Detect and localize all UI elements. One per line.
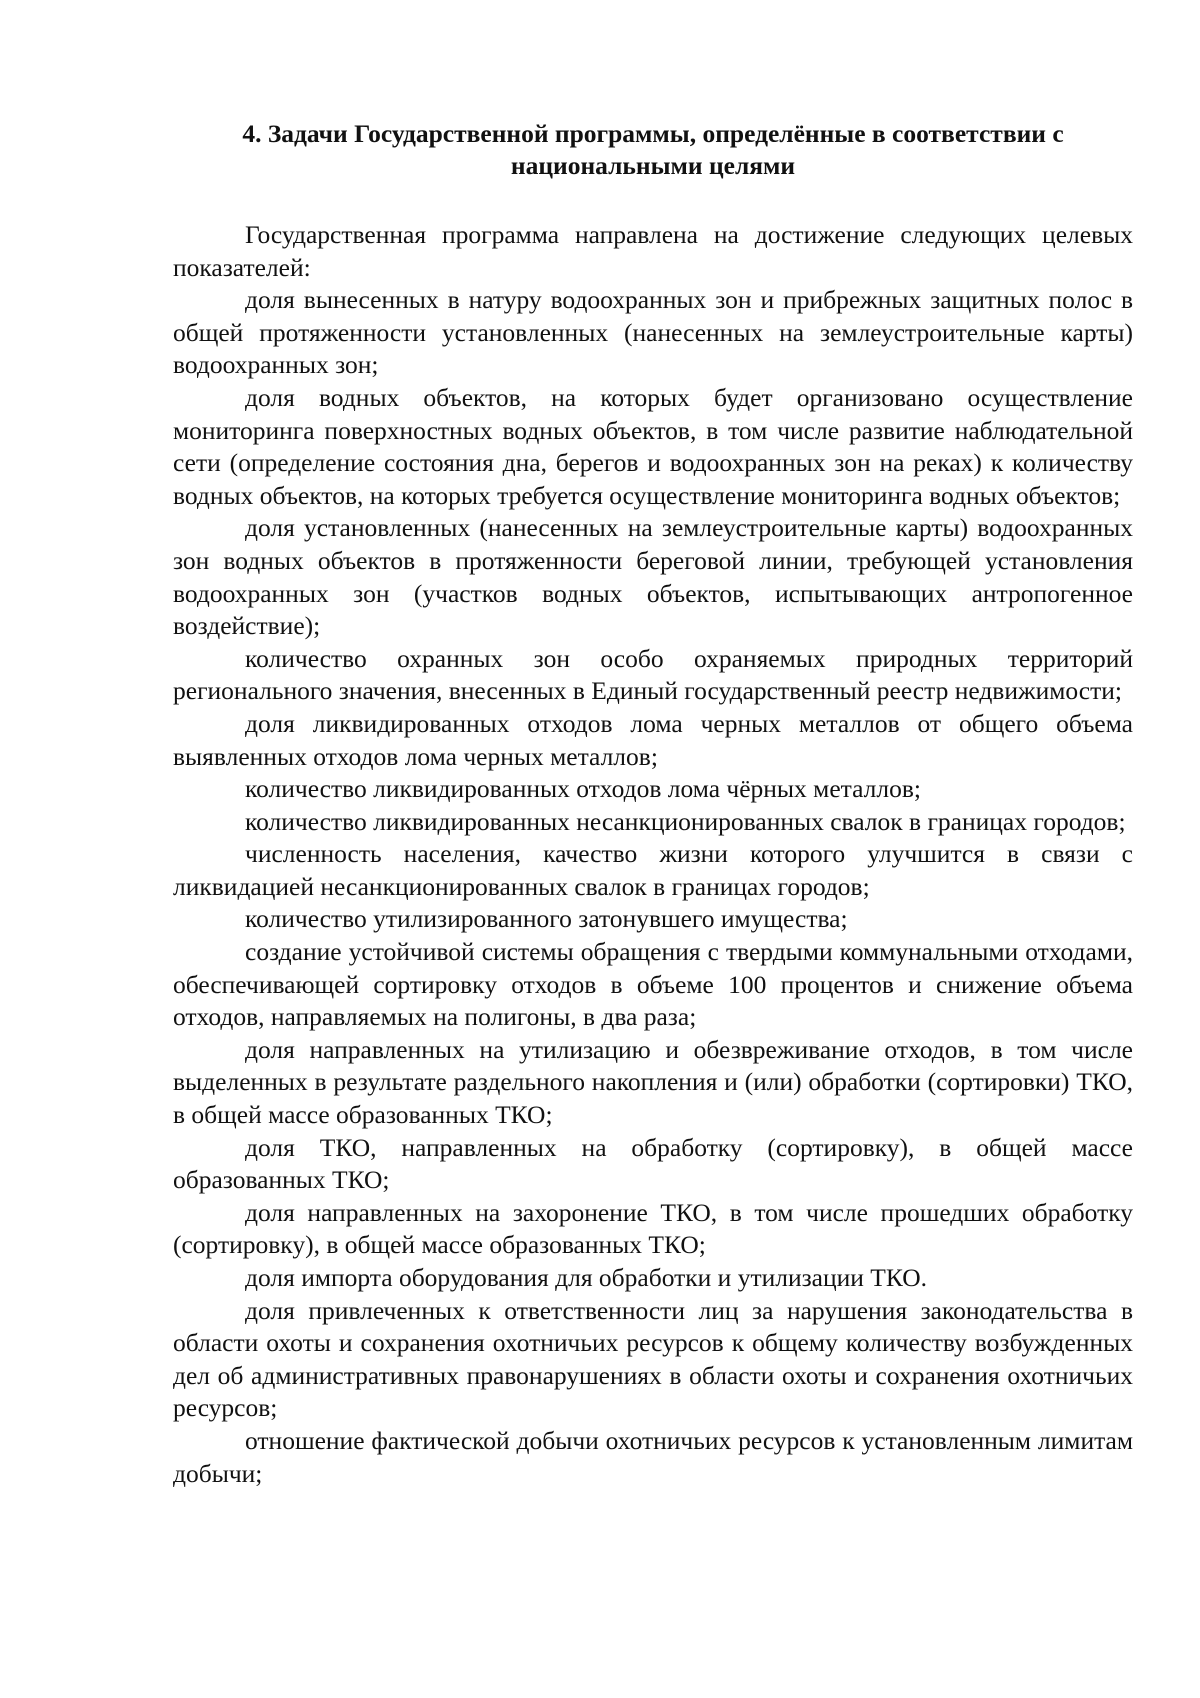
paragraph-item: количество охранных зон особо охраняемых природных территорий регионального значения, внесенных в Единый государственный реестр недвижимости; [173,643,1133,706]
paragraph-item: отношение фактической добычи охотничьих ресурсов к установленным лимитам добычи; [173,1425,1133,1488]
paragraph-item: доля вынесенных в натуру водоохранных зон и прибрежных защитных полос в общей протяженности установленных (нанесенных на землеустроительные карты) водоохранных зон; [173,285,1133,380]
paragraph-item: доля направленных на утилизацию и обезвреживание отходов, в том числе выделенных в результате раздельного накопления и (или) обработки (сортировки) ТКО, в общей массе образованных ТКО; [173,1034,1133,1130]
section-heading: 4. Задачи Государственной программы, определённые в соответствии с национальными целями [242,119,1064,180]
paragraph-item: доля водных объектов, на которых будет организовано осуществление мониторинга поверхностных водных объектов, в том числе развитие наблюдательной сети (определение состояния дна, берегов и водоохранных зон на реках) к количеству водных объектов, на которых требуется осуществление мониторинга водных объектов; [173,382,1133,510]
paragraph-item: доля ТКО, направленных на обработку (сортировку), в общей массе образованных ТКО; [173,1132,1133,1195]
paragraph-item: численность населения, качество жизни которого улучшится в связи с ликвидацией несанкционированных свалок в границах городов; [173,839,1133,901]
paragraph-item: количество утилизированного затонувшего имущества; [245,904,848,934]
paragraph-item: количество ликвидированных несанкционированных свалок в границах городов; [245,806,1126,836]
paragraph-item: доля установленных (нанесенных на землеустроительные карты) водоохранных зон водных объектов в протяженности береговой линии, требующей установления водоохранных зон (участков водных объектов, испытывающих антропогенное воздействие); [173,513,1133,641]
paragraph-intro: Государственная программа направлена на достижение следующих целевых показателей: [173,220,1133,282]
paragraph-item: доля привлеченных к ответственности лиц за нарушения законодательства в области охоты и сохранения охотничьих ресурсов к общему количеству возбужденных дел об административных правонарушениях в области охоты и сохранения охотничьих ресурсов; [173,1295,1133,1423]
document-page [173,118,1133,1490]
paragraph-item: доля ликвидированных отходов лома черных металлов от общего объема выявленных отходов лома черных металлов; [173,708,1133,771]
paragraph-item: доля направленных на захоронение ТКО, в том числе прошедших обработку (сортировку), в общей массе образованных ТКО; [173,1197,1133,1260]
paragraph-item: количество ликвидированных отходов лома чёрных металлов; [245,774,921,804]
paragraph-item: создание устойчивой системы обращения с твердыми коммунальными отходами, обеспечивающей сортировку отходов в объеме 100 процентов и снижение объема отходов, направляемых на полигоны, в два раза; [173,937,1133,1032]
paragraph-item: доля импорта оборудования для обработки и утилизации ТКО. [245,1263,928,1292]
